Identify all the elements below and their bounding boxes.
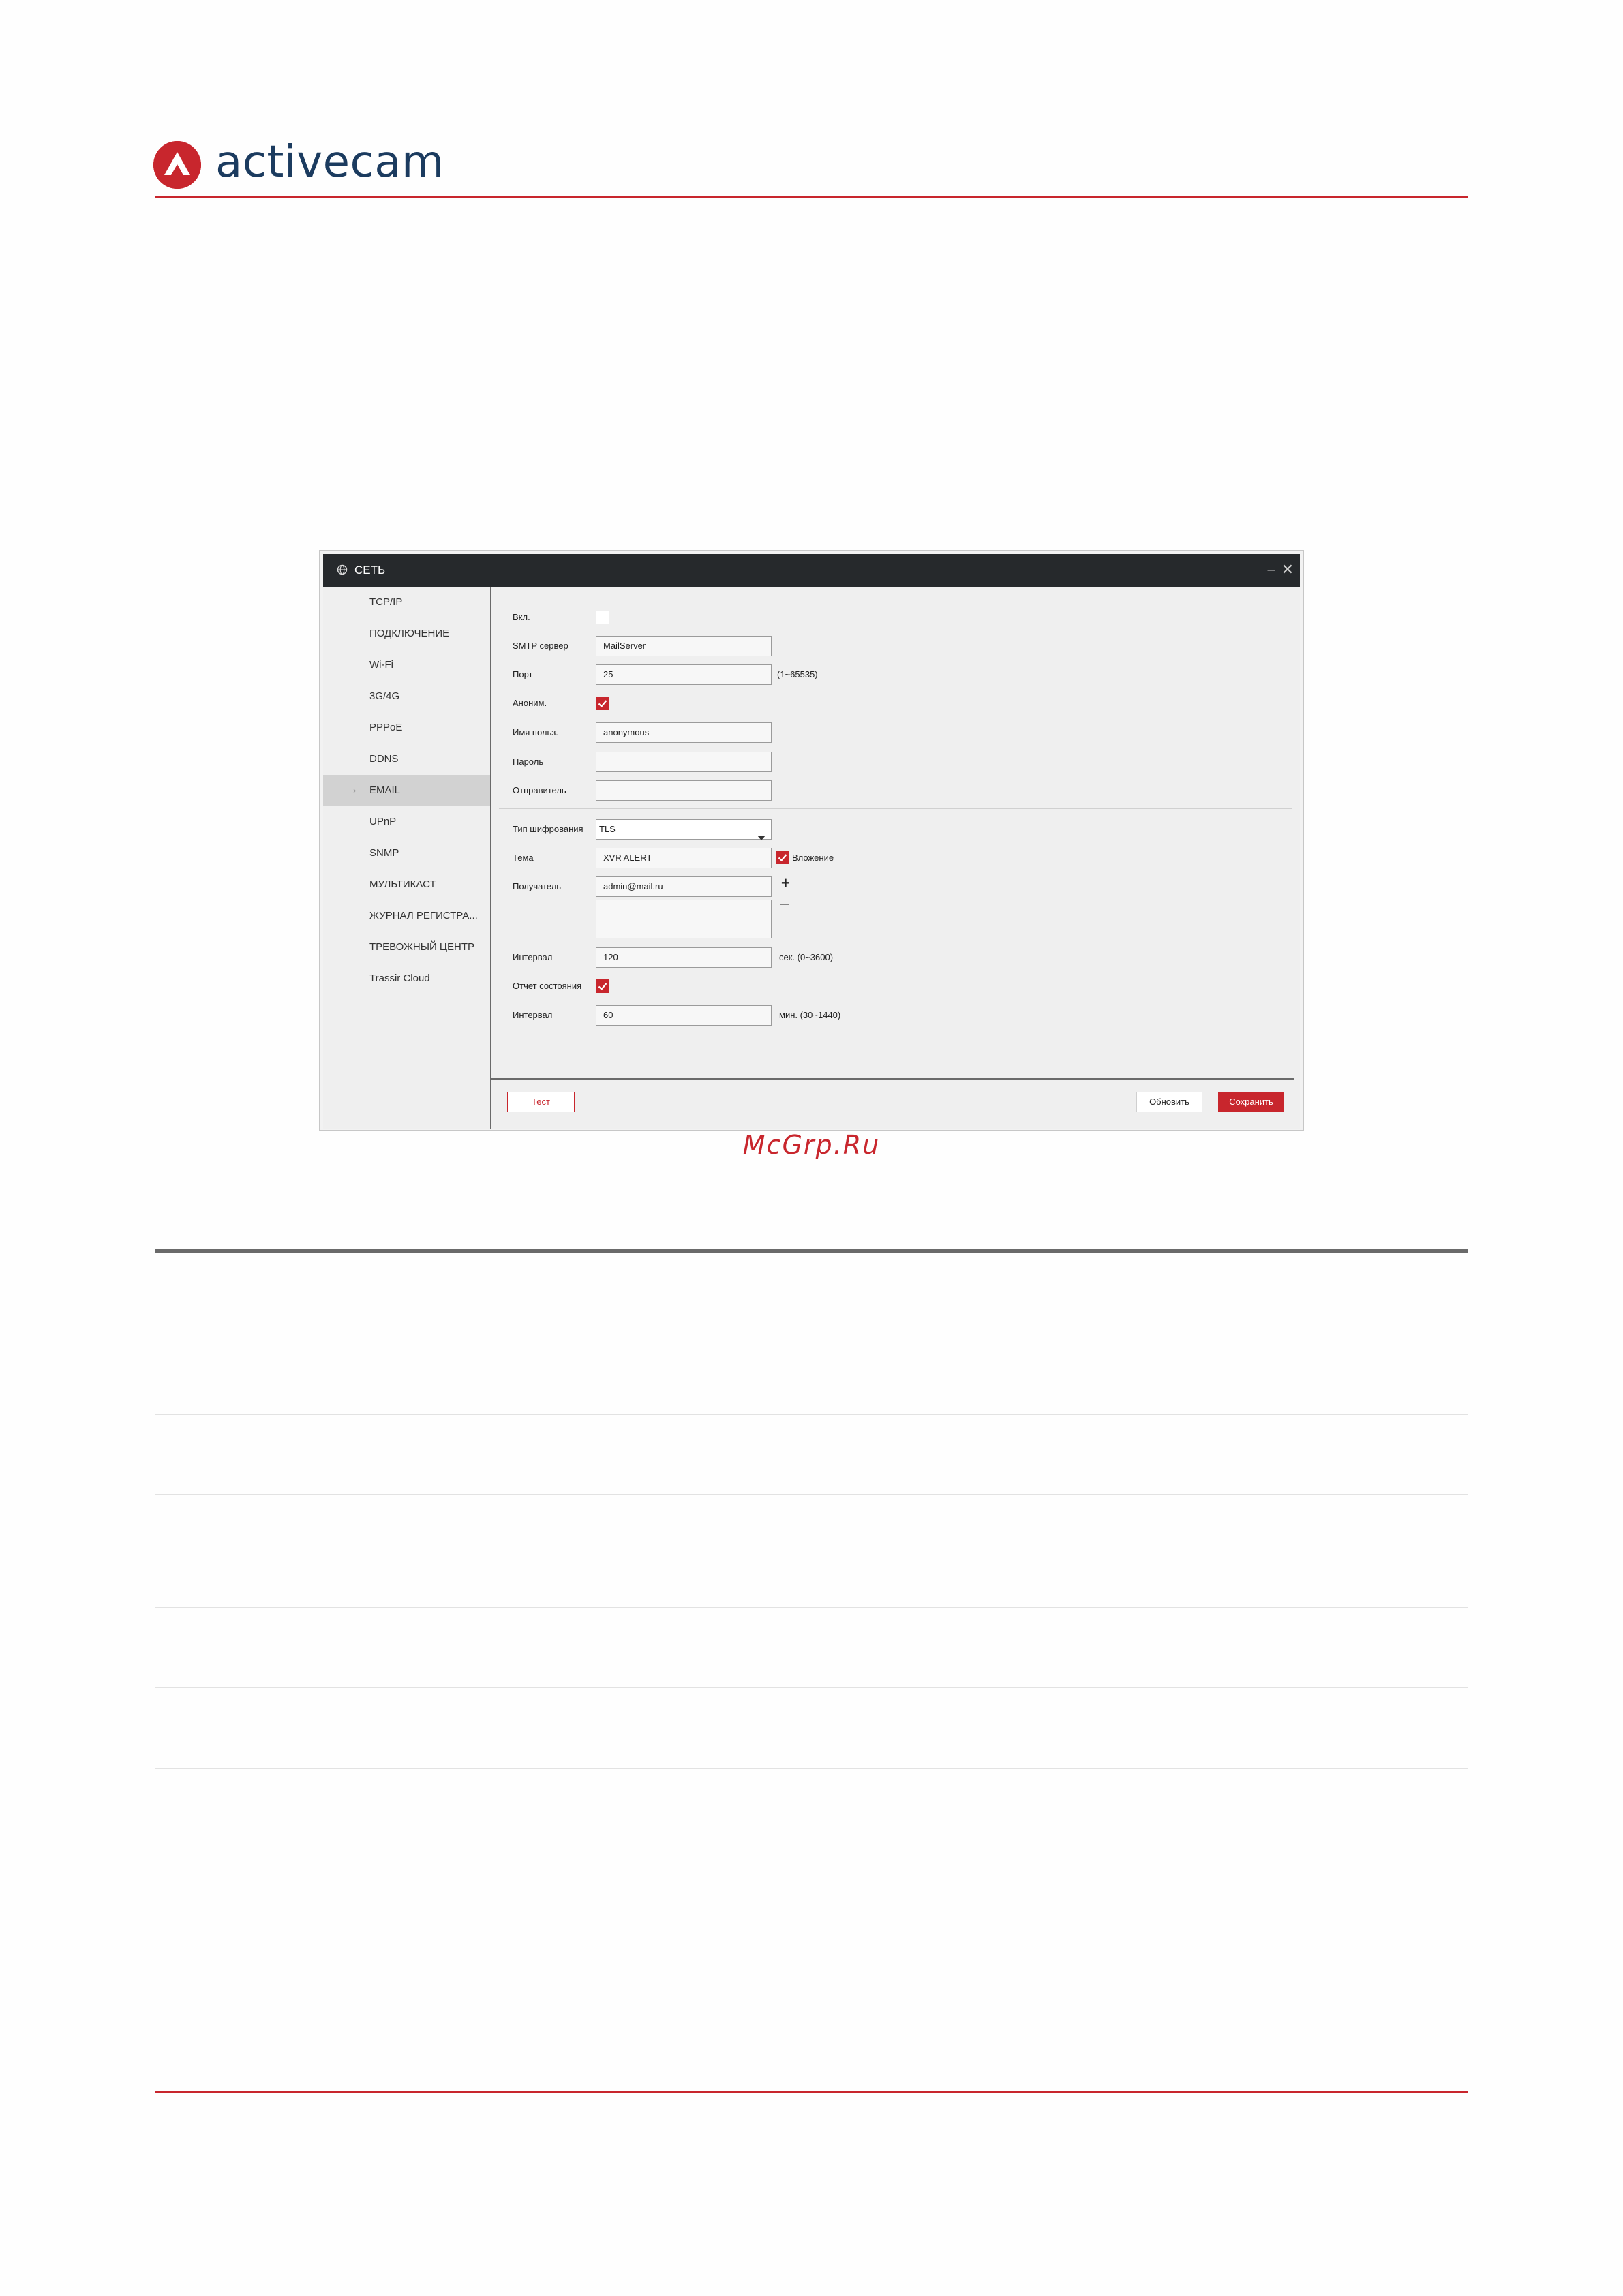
- report-interval-input[interactable]: 60: [596, 1005, 772, 1026]
- remove-recipient-button[interactable]: —: [780, 899, 789, 909]
- interval-input[interactable]: 120: [596, 947, 772, 968]
- table-row-divider: [155, 1768, 1468, 1769]
- sidebar-item-alarm-center[interactable]: ТРЕВОЖНЫЙ ЦЕНТР: [369, 941, 475, 953]
- username-label: Имя польз.: [513, 727, 558, 737]
- sidebar-item-3g4g[interactable]: 3G/4G: [369, 690, 400, 702]
- sidebar-item-snmp[interactable]: SNMP: [369, 847, 399, 859]
- attachment-label: Вложение: [792, 853, 834, 863]
- report-interval-label: Интервал: [513, 1010, 553, 1020]
- status-report-checkbox[interactable]: [596, 979, 609, 993]
- sidebar-item-pppoe[interactable]: PPPoE: [369, 722, 403, 733]
- check-icon: [776, 851, 789, 864]
- enable-checkbox[interactable]: [596, 611, 609, 624]
- password-input[interactable]: [596, 752, 772, 772]
- chevron-right-icon: ›: [353, 785, 357, 795]
- encryption-label: Тип шифрования: [513, 824, 583, 834]
- add-recipient-button[interactable]: +: [781, 874, 790, 891]
- sender-label: Отправитель: [513, 785, 566, 795]
- close-button[interactable]: ✕: [1281, 561, 1294, 578]
- check-icon: [596, 697, 609, 710]
- port-input[interactable]: 25: [596, 664, 772, 685]
- subject-label: Тема: [513, 853, 534, 863]
- save-button[interactable]: Сохранить: [1218, 1092, 1284, 1112]
- network-settings-window: [323, 554, 1300, 1129]
- attachment-checkbox[interactable]: [776, 851, 789, 864]
- sidebar-item-multicast[interactable]: МУЛЬТИКАСТ: [369, 878, 436, 890]
- recipient-label: Получатель: [513, 881, 562, 891]
- anonymous-label: Аноним.: [513, 698, 547, 708]
- globe-icon: [337, 564, 348, 575]
- activecam-logo-icon: [153, 141, 201, 189]
- minimize-button[interactable]: –: [1267, 562, 1275, 577]
- footer-divider: [155, 2091, 1468, 2093]
- brand-name: activecam: [215, 137, 444, 187]
- form-divider: [499, 808, 1292, 809]
- test-button[interactable]: Тест: [507, 1092, 575, 1112]
- sidebar-item-ddns[interactable]: DDNS: [369, 753, 399, 765]
- status-report-label: Отчет состояния: [513, 981, 582, 991]
- table-row-divider: [155, 1687, 1468, 1688]
- chevron-down-icon: [757, 828, 765, 847]
- sidebar-item-upnp[interactable]: UPnP: [369, 816, 397, 827]
- sidebar-item-registration-log[interactable]: ЖУРНАЛ РЕГИСТРА...: [369, 910, 478, 921]
- subject-input[interactable]: XVR ALERT: [596, 848, 772, 868]
- interval-label: Интервал: [513, 952, 553, 962]
- anonymous-checkbox[interactable]: [596, 697, 609, 710]
- table-row-divider: [155, 1607, 1468, 1608]
- encryption-value: TLS: [599, 824, 616, 834]
- smtp-server-label: SMTP сервер: [513, 641, 568, 651]
- window-footer-divider: [491, 1078, 1294, 1080]
- username-input[interactable]: anonymous: [596, 722, 772, 743]
- enable-label: Вкл.: [513, 612, 530, 622]
- sender-input[interactable]: [596, 780, 772, 801]
- watermark: McGrp.Ru: [742, 1130, 881, 1160]
- recipient-list[interactable]: [596, 900, 772, 938]
- interval-range-hint: сек. (0~3600): [779, 952, 834, 962]
- sidebar-item-connection[interactable]: ПОДКЛЮЧЕНИЕ: [369, 628, 450, 639]
- port-range-hint: (1~65535): [777, 669, 818, 679]
- port-label: Порт: [513, 669, 533, 679]
- encryption-select[interactable]: [596, 819, 772, 840]
- check-icon: [596, 979, 609, 993]
- recipient-input[interactable]: admin@mail.ru: [596, 876, 772, 897]
- header-divider: [155, 196, 1468, 198]
- table-row-divider: [155, 1414, 1468, 1415]
- settings-sidebar: [323, 587, 491, 1129]
- table-row-divider: [155, 1494, 1468, 1495]
- report-interval-range-hint: мин. (30~1440): [779, 1010, 841, 1020]
- smtp-server-input[interactable]: MailServer: [596, 636, 772, 656]
- email-settings-panel: [491, 587, 1300, 1129]
- window-title: СЕТЬ: [354, 564, 386, 577]
- sidebar-item-trassir-cloud[interactable]: Trassir Cloud: [369, 973, 430, 984]
- table-top-rule: [155, 1249, 1468, 1253]
- password-label: Пароль: [513, 756, 544, 767]
- sidebar-item-email[interactable]: › EMAIL: [323, 775, 490, 806]
- window-titlebar: [323, 554, 1300, 587]
- refresh-button[interactable]: Обновить: [1136, 1092, 1202, 1112]
- sidebar-item-wifi[interactable]: Wi-Fi: [369, 659, 393, 671]
- sidebar-item-tcpip[interactable]: TCP/IP: [369, 596, 403, 608]
